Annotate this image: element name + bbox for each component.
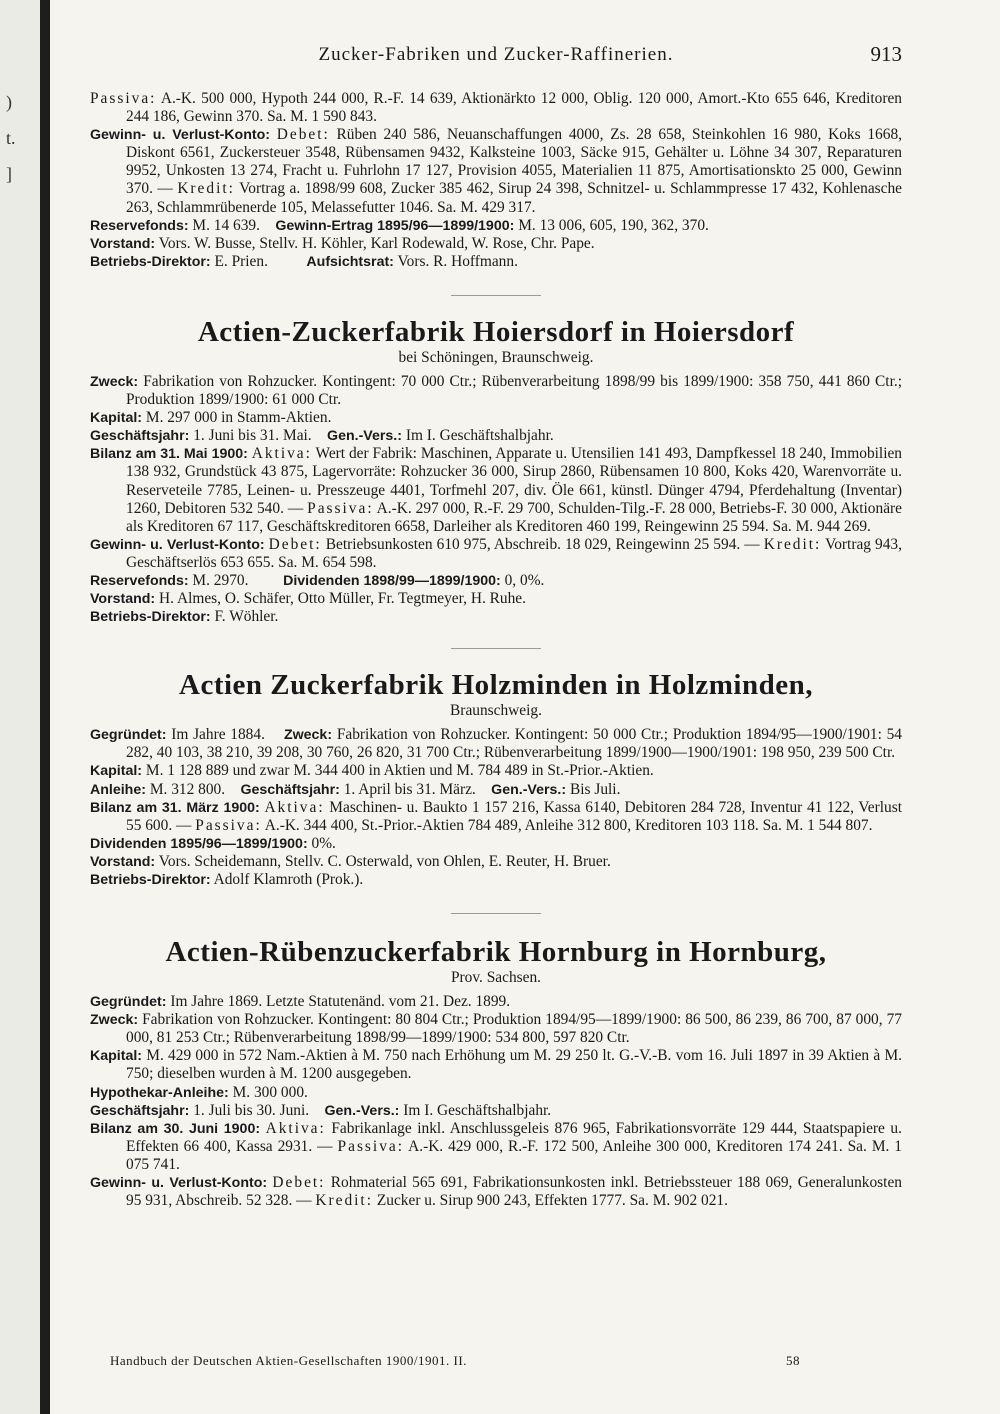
gewinn-verlust-label: Gewinn- u. Verlust-Konto: (90, 127, 270, 144)
dividenden-label: Dividenden 1895/96—1899/1900: (90, 835, 308, 852)
gen-vers-text: Im I. Geschäftshalbjahr. (405, 427, 554, 445)
margin-mark: t. (6, 128, 16, 148)
company-title: Actien-Rübenzuckerfabrik Hornburg in Hornburg, (165, 936, 827, 969)
debet-label: Debet: (268, 535, 322, 553)
direktor-label: Betriebs-Direktor: (90, 872, 211, 888)
debet-label: Debet: (276, 126, 330, 144)
kredit-text: Zucker u. Sirup 900 243, Effekten 1777. Sa. M. 902 021. (376, 1192, 728, 1210)
passiva-label: Passiva: (337, 1137, 404, 1155)
entry-geschaeftsjahr (90, 1102, 902, 1120)
gen-vers-text: Im I. Geschäftshalbjahr. (403, 1101, 552, 1119)
vorstand-label: Vorstand: (90, 853, 156, 870)
kapital-text: M. 429 000 in 572 Nam.-Aktien à M. 750 nach Erhöhung um M. 29 250 lt. G.-V.-B. vom 16. Juli 1897 in 39 Aktien à M. 750; dieselben wurden à M. 1200 ausgegeben. (126, 1047, 902, 1083)
debet-text: Rohmaterial 565 691, Fabrikationsunkosten inkl. Betriebssteuer 188 069, Generalunkosten 95 931, Abschreib. 52 328. — (126, 1174, 902, 1210)
aktiva-label: Aktiva: (264, 798, 325, 816)
direktor-label: Betriebs-Direktor: (90, 253, 211, 270)
anleihe-label: Anleihe: (90, 781, 146, 798)
reservefonds-label: Reservefonds: (90, 572, 189, 589)
geschaeftsjahr-text: 1. April bis 31. März. (343, 780, 476, 798)
direktor-text: F. Wöhler. (214, 608, 279, 626)
running-header (90, 42, 902, 72)
vorstand-text: H. Almes, O. Schäfer, Otto Müller, Fr. Tegtmeyer, H. Ruhe. (159, 590, 526, 608)
dividenden-text: 0, 0%. (504, 571, 545, 589)
company-title: Actien Zuckerfabrik Holzminden in Holzminden, (179, 669, 813, 702)
gen-vers-label: Gen.-Vers.: (327, 428, 402, 445)
direktor-text: Adolf Klamroth (Prok.). (213, 871, 364, 888)
gen-vers-text: Bis Juli. (569, 780, 621, 798)
reservefonds-text: M. 2970. (192, 571, 249, 589)
company-hoiersdorf (90, 316, 902, 626)
entry-anleihe (90, 781, 902, 799)
entry-reservefonds (90, 217, 902, 235)
geschaeftsjahr-label: Geschäftsjahr: (90, 1102, 190, 1119)
direktor-label: Betriebs-Direktor: (90, 609, 211, 626)
entry-zweck (90, 1011, 902, 1047)
entry-bilanz (90, 445, 902, 535)
entry-gewinn-verlust (90, 126, 902, 216)
reservefonds-text: M. 14 639. (192, 216, 260, 234)
vorstand-text: Vors. W. Busse, Stellv. H. Köhler, Karl Rodewald, W. Rose, Chr. Pape. (158, 234, 595, 252)
facing-page-margin (0, 0, 40, 1414)
entry-vorstand (90, 590, 902, 608)
vorstand-text: Vors. Scheidemann, Stellv. C. Osterwald, von Ohlen, E. Reuter, H. Bruer. (158, 852, 611, 870)
geschaeftsjahr-label: Geschäftsjahr: (90, 428, 190, 445)
entry-bilanz (90, 799, 902, 835)
section-divider (451, 295, 541, 296)
running-header-title: Zucker-Fabriken und Zucker-Raffinerien. (318, 44, 674, 65)
aktiva-text: Maschinen- u. Baukto 1 157 216, Kassa 6140, Debitoren 284 728, Inventur 41 122, Verlust 55 600. — (126, 798, 902, 834)
kapital-label: Kapital: (90, 410, 143, 427)
aktiva-label: Aktiva: (251, 445, 312, 463)
aufsichtsrat-text: Vors. R. Hoffmann. (397, 252, 518, 270)
kapital-text: M. 1 128 889 und zwar M. 344 400 in Aktien und M. 784 489 in St.-Prior.-Aktien. (145, 762, 654, 780)
hypothekar-anleihe-text: M. 300 000. (232, 1083, 308, 1101)
dividenden-text: 0%. (311, 834, 336, 852)
section-divider (451, 648, 541, 649)
bilanz-label: Bilanz am 31. März 1900: (90, 799, 260, 816)
kredit-label: Kredit: (315, 1192, 373, 1210)
entry-reservefonds (90, 572, 902, 590)
kredit-text: Vortrag 943, Geschäftserlös 653 655. Sa. M. 654 598. (126, 535, 902, 571)
passiva-label: Passiva: (307, 499, 374, 517)
zweck-label: Zweck: (90, 373, 139, 390)
zweck-label: Zweck: (283, 727, 333, 744)
gewinn-verlust-label: Gewinn- u. Verlust-Konto: (90, 1175, 268, 1192)
zweck-label: Zweck: (90, 1012, 139, 1029)
company-location: Braunschweig. (450, 702, 542, 720)
kredit-label: Kredit: (763, 535, 822, 553)
geschaeftsjahr-label: Geschäftsjahr: (240, 781, 340, 798)
passiva-label: Passiva: (90, 90, 157, 107)
debet-label: Debet: (272, 1174, 326, 1192)
entry-gegruendet (90, 993, 902, 1011)
entry-kapital (90, 1047, 902, 1083)
entry-direktor (90, 871, 902, 889)
entry-kapital (90, 409, 902, 427)
aufsichtsrat-label: Aufsichtsrat: (306, 253, 394, 270)
company-title: Actien-Zuckerfabrik Hoiersdorf in Hoiersdorf (197, 315, 795, 348)
book-spine-shadow (40, 0, 50, 1414)
page-content (90, 42, 902, 1210)
gegruendet-label: Gegründet: (90, 727, 167, 744)
vorstand-label: Vorstand: (90, 591, 156, 608)
aktiva-label: Aktiva: (265, 1119, 326, 1137)
gewinn-ertrag-text: M. 13 006, 605, 190, 362, 370. (518, 216, 709, 234)
entry-vorstand (90, 235, 902, 253)
aktiva-text: Wert der Fabrik: Maschinen, Apparate u. Utensilien 141 493, Dampfkessel 18 240, Immobilien 138 932, Grundstück 43 875, Lagervorräte: Rohzucker 36 000, Sirup 2860, Rübensamen 10 800, Koks 420, Warenvorräte u. Reserveteile 7785, Leinen- u. Presszeuge 4401, Torfmehl 207, div. Öle 661, künstl. Dünger 4794, Pferdehaltung (Inventar) 1260, Debitoren 532 540. — (126, 445, 902, 517)
page-number: 913 (870, 42, 902, 66)
previous-company-section (90, 90, 902, 271)
hypothekar-anleihe-label: Hypothekar-Anleihe: (90, 1084, 229, 1101)
zweck-text: Fabrikation von Rohzucker. Kontingent: 50 000 Ctr.; Produktion 1894/95—1900/1901: 54 282, 40 103, 38 210, 39 208, 30 760, 26 820, 31 700 Ctr.; Rübenverarbeitung 1899/1900—1900/1901: 198 950, 239 500 Ctr. (126, 726, 903, 762)
entry-gewinn-verlust (90, 536, 902, 572)
gegruendet-text: Im Jahre 1884. (171, 726, 265, 744)
entry-geschaeftsjahr (90, 427, 902, 445)
entry-gegruendet (90, 726, 902, 762)
debet-text: Rüben 240 586, Neuanschaffungen 4000, Zs. 28 658, Steinkohlen 16 980, Koks 1668, Diskont 6561, Zuckersteuer 3548, Rübensamen 9432, Kalksteine 1003, Säcke 915, Gehälter u. Löhne 34 307, Reparaturen 9952, Unkosten 13 274, Fracht u. Fuhrlohn 17 127, Provision 4055, Materialien 11 875, Amortisationskto 25 000, Gewinn 370. — (126, 126, 902, 198)
anleihe-text: M. 312 800. (149, 780, 226, 798)
geschaeftsjahr-text: 1. Juni bis 31. Mai. (193, 427, 312, 445)
section-divider (451, 913, 541, 914)
kredit-label: Kredit: (177, 180, 235, 198)
entry-dividenden (90, 835, 902, 853)
zweck-text: Fabrikation von Rohzucker. Kontingent: 80 804 Ctr.; Produktion 1894/95—1899/1900: 86 500, 86 239, 86 700, 87 000, 77 000, 81 253 Ctr.; Rübenverarbeitung 1898/99—1899/1900: 534 800, 597 820 Ctr. (126, 1011, 902, 1047)
gegruendet-text: Im Jahre 1869. Letzte Statutenänd. vom 21. Dez. 1899. (170, 993, 511, 1011)
gen-vers-label: Gen.-Vers.: (491, 781, 567, 798)
passiva-text: A.-K. 344 400, St.-Prior.-Aktien 784 489, Anleihe 312 800, Kreditoren 103 118. Sa. M. 1 544 807. (264, 816, 873, 834)
entry-passiva (90, 90, 902, 126)
gegruendet-label: Gegründet: (90, 994, 167, 1011)
entry-direktor (90, 608, 902, 626)
passiva-text: A.-K. 297 000, R.-F. 29 700, Schulden-Tilg.-F. 28 000, Betriebs-F. 30 000, Aktionäre als Kreditoren 67 117, Geschäftskreditoren 6658, Darleiher als Kreditoren 460 199, Reingewinn 25 594. Sa. M. 944 269. (126, 499, 902, 535)
vorstand-label: Vorstand: (90, 235, 156, 252)
footer-publication: Handbuch der Deutschen Aktien-Gesellschaften 1900/1901. II. (110, 1353, 467, 1368)
aktiva-text: Fabrikanlage inkl. Anschlussgeleis 876 965, Fabrikationsvorräte 129 444, Staatspapiere u. Effekten 66 400, Kassa 2931. — (126, 1119, 902, 1155)
gewinn-verlust-label: Gewinn- u. Verlust-Konto: (90, 536, 265, 553)
debet-text: Betriebsunkosten 610 975, Abschreib. 18 029, Reingewinn 25 594. — (325, 535, 760, 553)
gewinn-ertrag-label: Gewinn-Ertrag 1895/96—1899/1900: (275, 217, 515, 234)
entry-vorstand (90, 853, 902, 871)
passiva-label: Passiva: (195, 816, 262, 834)
kapital-label: Kapital: (90, 763, 143, 780)
bilanz-label: Bilanz am 31. Mai 1900: (90, 446, 248, 463)
zweck-text: Fabrikation von Rohzucker. Kontingent: 70 000 Ctr.; Rübenverarbeitung 1898/99 bis 1899/1900: 358 750, 441 860 Ctr.; Produktion 1899/1900: 61 000 Ctr. (126, 372, 902, 409)
company-holzminden (90, 669, 902, 889)
entry-gewinn-verlust (90, 1174, 902, 1210)
direktor-text: E. Prien. (214, 252, 268, 270)
company-location: bei Schöningen, Braunschweig. (398, 348, 594, 366)
entry-direktor (90, 253, 902, 271)
company-location: Prov. Sachsen. (450, 969, 542, 987)
entry-zweck (90, 373, 902, 409)
margin-mark: ] (6, 164, 12, 184)
entry-hypothekar-anleihe (90, 1084, 902, 1102)
kredit-text: Vortrag a. 1898/99 608, Zucker 385 462, Sirup 24 398, Schnitzel- u. Schlammpresse 17 432, Kohlenasche 263, Schlammrübenerde 105, Melassefutter 1046. Sa. M. 429 317. (126, 180, 902, 216)
passiva-text: A.-K. 500 000, Hypoth 244 000, R.-F. 14 639, Aktionärkto 12 000, Oblig. 120 000, Amort.-Kto 655 646, Kreditoren 244 186, Gewinn 370. Sa. M. 1 590 843. (126, 90, 902, 126)
reservefonds-label: Reservefonds: (90, 217, 189, 234)
entry-bilanz (90, 1120, 902, 1174)
kapital-label: Kapital: (90, 1048, 143, 1065)
entry-kapital (90, 762, 902, 780)
margin-mark: ) (6, 92, 12, 112)
company-hornburg (90, 936, 902, 1210)
geschaeftsjahr-text: 1. Juli bis 30. Juni. (193, 1101, 310, 1119)
gen-vers-label: Gen.-Vers.: (324, 1102, 400, 1119)
dividenden-label: Dividenden 1898/99—1899/1900: (283, 572, 501, 589)
kapital-text: M. 297 000 in Stamm-Aktien. (145, 409, 332, 427)
footer-signature-number: 58 (786, 1353, 800, 1368)
passiva-text: A.-K. 429 000, R.-F. 172 500, Anleihe 300 000, Kreditoren 174 241. Sa. M. 1 075 741. (126, 1137, 902, 1173)
bilanz-label: Bilanz am 30. Juni 1900: (90, 1120, 261, 1137)
